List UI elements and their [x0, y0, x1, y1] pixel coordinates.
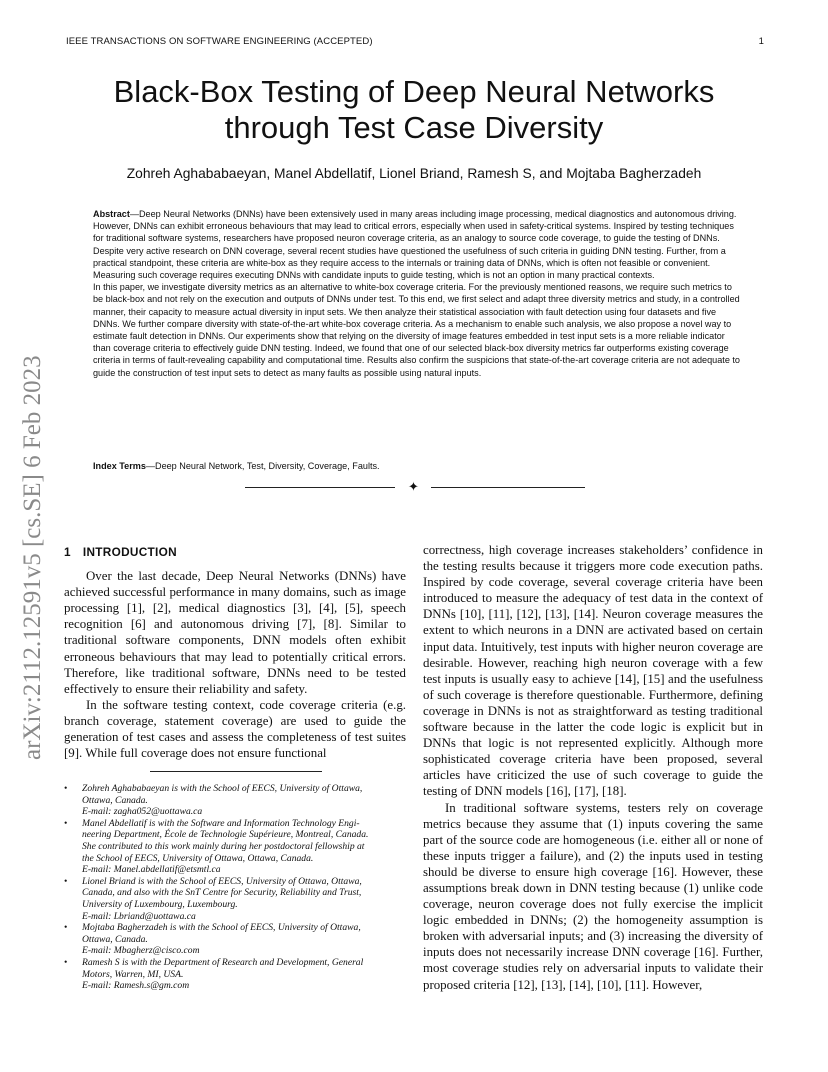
abstract-paragraph-2: In this paper, we investigate diversity metrics as an alternative to white-box coverage criteria. For the previously mentioned reasons, we require such metrics to be black-box and not rely on the execution and outputs of DNNs under test. To this end, we first select and adapt three diversity metrics and study, in a controlled manner, their capacity to measure actual diversity in input sets. We then analyze their statistical association with fault detection using four datasets and five DNNs. We further compare diversity with state-of-the-art white-box coverage criteria. As a mechanism to enable such analysis, we also propose a novel way to estimate fault detection in DNNs. Our experiments show that relying on the diversity of image features embedded in test input sets is a more reliable indicator than coverage criteria to effectively guide DNN testing. Indeed, we found that one of our selected black-box diversity metrics far outperforms existing coverage criteria in terms of fault-revealing capability and computational time. Results also confirm the suspicions that state-of-the-art coverage criteria are not adequate to guide the construction of test input sets to detect as many faults as possible using natural inputs. [93, 282, 740, 378]
index-terms [93, 461, 741, 471]
footnote-line: She contributed to this work mainly during her postdoctoral fellowship at [82, 840, 365, 852]
right-paragraph-1: correctness, high coverage increases stakeholders’ confidence in the testing results because it triggers more code execution paths. Inspired by code coverage, several coverage criteria have been introduced to measure the adequacy of test data in the context of DNNs [10], [11], [12], [13], [14]. Neuron coverage measures the extent to which neurons in a DNN are activated based on certain input data. Intuitively, test inputs with higher neuron coverage are desirable. However, reaching high neuron coverage with a few test inputs is usually easy to achieve [14], [15] and the usefulness of such coverage is therefore questionable. Furthermore, defining coverage in DNNs is not as straightforward as testing traditional software because in the latter the code logic is explicit but in DNNs that logic is not represented explicitly. Although more sophisticated coverage criteria have been proposed, several articles have criticized the use of such coverage to guide the testing of DNN models [16], [17], [18]. [423, 543, 763, 799]
footnote-line: E-mail: Lbriand@uottawa.ca [82, 910, 196, 922]
bullet-icon: • [64, 875, 68, 887]
footnote-line: Ramesh S is with the Department of Research and Development, General [82, 956, 364, 968]
section-title: INTRODUCTION [82, 545, 177, 559]
footnote-line: Manel Abdellatif is with the Software and Information Technology Engi- [82, 817, 360, 829]
footnote-item [64, 783, 408, 818]
footnote-line: E-mail: Manel.abdellatif@etsmtl.ca [82, 864, 221, 876]
footnote-line: Lionel Briand is with the School of EECS, University of Ottawa, Ottawa, [82, 875, 362, 887]
footnote-line: the School of EECS, University of Ottawa, Ottawa, Canada. [82, 852, 314, 864]
title-line-1: Black-Box Testing of Deep Neural Networks [113, 74, 715, 109]
diamond-icon: ✦ [408, 479, 419, 494]
journal-name: IEEE TRANSACTIONS ON SOFTWARE ENGINEERING (ACCEPTED) [66, 36, 373, 47]
arxiv-identifier: arXiv:2112.12591v5 [cs.SE] 6 Feb 2023 [19, 355, 46, 760]
intro-paragraph-2: In the software testing context, code coverage criteria (e.g. branch coverage, statement coverage) are used to guide the generation of test cases and assess the completeness of test suites [9]. While full coverage does not ensure functional [64, 697, 406, 761]
section-heading [64, 544, 406, 560]
footnote-line: Zohreh Aghababaeyan is with the School of EECS, University of Ottawa, [82, 783, 363, 794]
bullet-icon: • [64, 922, 68, 934]
index-terms-text: —Deep Neural Network, Test, Diversity, Coverage, Faults. [145, 461, 380, 471]
bullet-icon: • [64, 783, 68, 794]
section-divider [245, 480, 585, 494]
footnote-line: University of Luxembourg, Luxembourg. [82, 898, 238, 910]
bullet-icon: • [64, 956, 68, 968]
footnote-line: Canada, and also with the SnT Centre for Security, Reliability and Trust, [82, 887, 362, 899]
left-column [64, 544, 406, 761]
author-list: Zohreh Aghababaeyan, Manel Abdellatif, Lionel Briand, Ramesh S, and Mojtaba Bagherzadeh [126, 166, 702, 181]
footnote-item [64, 818, 408, 876]
right-paragraph-2: In traditional software systems, testers rely on coverage metrics because they assume that (1) inputs covering the same part of the source code are homogeneous (i.e. either all or none of these inputs trigger a failure), and (2) the inputs used in testing should be diverse to ensure high coverage [16]. However, these assumptions break down in DNN testing because (1) unlike code coverage, neuron coverage does not fully exercise the implicit logic embedded in DNNs; (2) the homogeneity assumption is broken with adversarial inputs; and (3) increasing the diversity of inputs does not necessarily increase DNN coverage [16]. Further, most coverage studies rely on adversarial inputs to validate their proposed criteria [12], [13], [14], [10], [11]. However, [423, 800, 763, 992]
footnote-line: E-mail: zagha052@uottawa.ca [82, 806, 203, 818]
footnote-rule [150, 771, 322, 772]
footnote-line: Ottawa, Canada. [82, 794, 148, 806]
footnote-item [64, 957, 408, 992]
paper-title [64, 74, 764, 146]
footnote-line: E-mail: Ramesh.s@gm.com [82, 980, 190, 992]
footnote-line: Motors, Warren, MI, USA. [82, 968, 184, 980]
footnote-item [64, 876, 408, 922]
author-footnotes [64, 783, 408, 992]
right-column [423, 542, 763, 993]
bullet-icon: • [64, 817, 68, 829]
footnote-line: E-mail: Mbagherz@cisco.com [82, 945, 200, 957]
divider-line-left [245, 487, 395, 488]
footnote-line: Ottawa, Canada. [82, 933, 148, 945]
section-number: 1 [64, 545, 71, 559]
abstract-paragraph-1 [93, 208, 741, 281]
index-terms-label: Index Terms [93, 461, 146, 471]
abstract-text-1: —Deep Neural Networks (DNNs) have been extensively used in many areas including image processing, medical diagnostics and autonomous driving. However, DNNs can exhibit erroneous behaviours that may lead to critical errors, especially when used in safety-critical systems. Inspired by testing techniques for traditional software systems, researchers have proposed neuron coverage criteria, as an analogy to source code coverage, to guide the testing of DNNs. Despite very active research on DNN coverage, several recent studies have questioned the usefulness of such criteria in guiding DNN testing. Further, from a practical standpoint, these criteria are white-box as they require access to the internals or training data of DNNs, which is often not feasible or convenient. Measuring such coverage requires executing DNNs with candidate inputs to guide testing, which is not an option in many practical contexts. [93, 209, 737, 281]
footnote-line: Mojtaba Bagherzadeh is with the School of EECS, University of Ottawa, [82, 922, 361, 934]
page-number: 1 [758, 36, 764, 47]
abstract [93, 208, 741, 379]
title-line-2: through Test Case Diversity [224, 110, 604, 145]
footnote-line: neering Department, École de Technologie Supérieure, Montreal, Canada. [82, 829, 369, 841]
abstract-label: Abstract [93, 209, 130, 219]
divider-line-right [431, 487, 585, 488]
intro-paragraph-1: Over the last decade, Deep Neural Networks (DNNs) have achieved successful performance in many domains, such as image processing [1], [2], medical diagnostics [3], [4], [5], speech recognition [6] and autonomous driving [7], [8]. Similar to traditional software components, DNN models often exhibit erroneous behaviours that may lead to potentially critical errors. Therefore, like traditional software, DNNs need to be tested effectively to ensure their reliability and safety. [64, 569, 406, 696]
footnote-item [64, 922, 408, 957]
